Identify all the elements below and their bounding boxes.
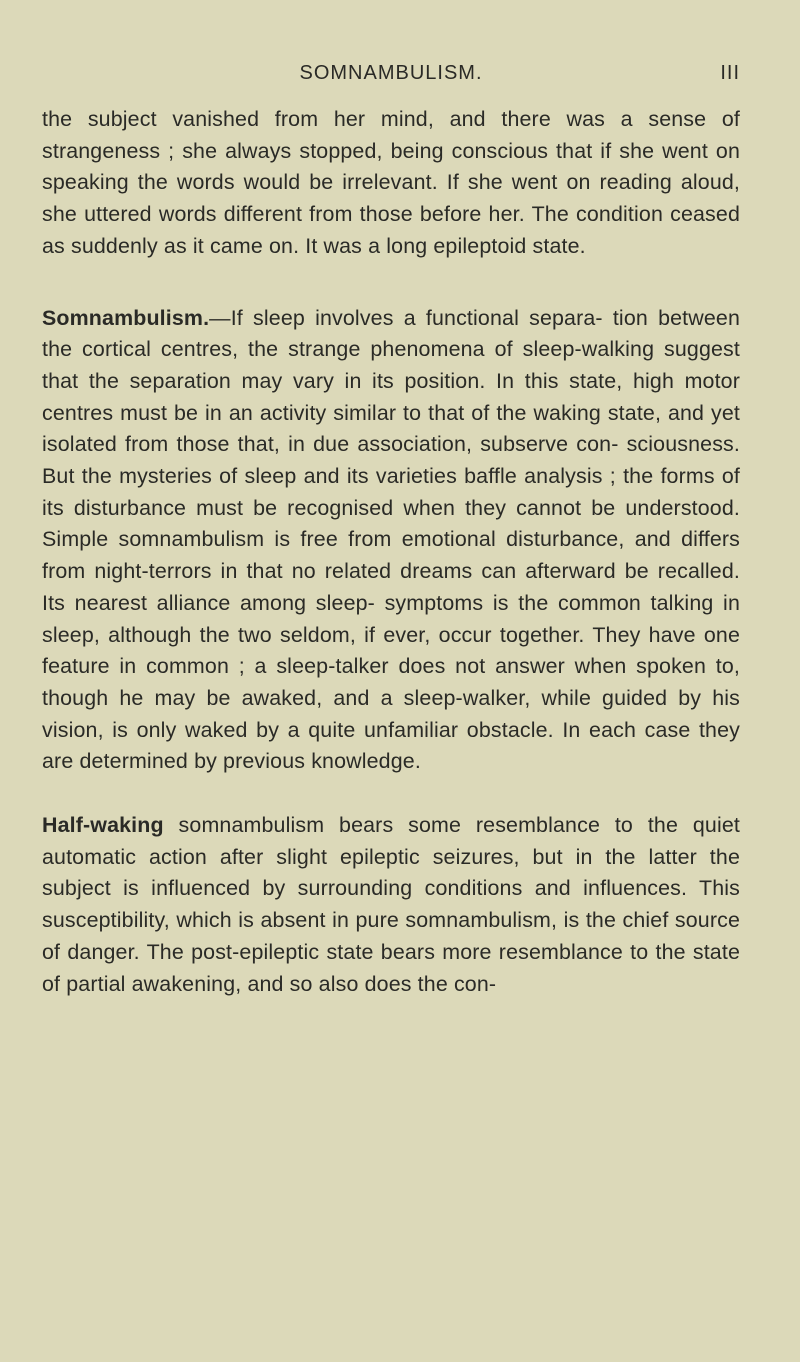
paragraph-text: somnambulism bears some resemblance to the quiet automatic action after slight epileptic seizures, but in the latter the subject is influenced by surrounding conditions and influences. This susceptibility, which is absent in pure somnambulism, is the chief source of danger. The post-epileptic state bears more resemblance to the state of partial awakening, and so also does the con- xyxy=(42,813,740,996)
paragraph-text: —If sleep involves a functional separa- tion between the cortical centres, the strange phenomena of sleep-walking suggest that the separation may vary in its position. In this state, high motor centres must be in an activity similar to that of the waking state, and yet isolated from those that, in due association, subserve con- sciousness. But the mysteries of sleep and its varieties baffle analysis ; the forms of its disturbance must be recognised when they cannot be understood. Simple somnambulism is free from emotional disturbance, and differs from night-terrors in that no related dreams can afterward be recalled. Its nearest alliance among sleep- symptoms is the common talking in sleep, although the two seldom, if ever, occur together. They have one feature in common ; a sleep-talker does not answer when spoken to, though he may be awaked, and a sleep-walker, while guided by his vision, is only waked by a quite unfamiliar obstacle. In each case they are determined by previous knowledge. xyxy=(42,305,740,774)
running-head xyxy=(42,62,740,86)
paragraph-text: the subject vanished from her mind, and there was a sense of strangeness ; she always stopped, being conscious that if she went on speaking the words would be irrelevant. If she went on reading aloud, she uttered words different from those before her. The condition ceased as suddenly as it came on. It was a long epileptoid state. xyxy=(42,107,740,258)
running-title: SOMNAMBULISM. xyxy=(299,62,483,84)
section-lead-somnambulism: Somnambulism. xyxy=(42,305,210,330)
section-lead-half-waking: Half-waking xyxy=(42,813,164,838)
paragraph-continuation xyxy=(42,104,740,263)
paragraph-somnambulism xyxy=(42,303,740,779)
paragraph-half-waking xyxy=(42,810,740,1000)
page-number: III xyxy=(720,62,740,84)
body-text xyxy=(42,104,740,1000)
